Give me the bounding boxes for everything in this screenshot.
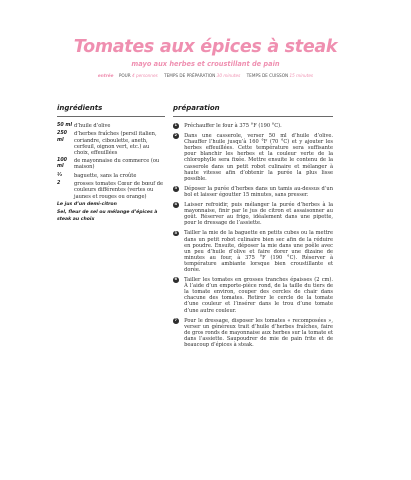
servings-value: 4 personnes [131,73,158,78]
step-number-badge: 4 [174,202,178,207]
step-number-badge: 2 [174,133,178,138]
step-number-badge: 1 [174,123,178,128]
step-text: Laisser refroidir, puis mélanger la purée d’herbes à la mayonnaise, finir par le jus de citron et assaisonner au goût. Réserver au frigo, idéalement dans une pipette, pour le dressage de l’assiette. [184,202,333,227]
recipe-title: Tomates aux épices à steak [73,37,338,57]
ingredient-note: Le jus d’un demi-citron [57,201,117,207]
ingredient-quantity: 250 ml [57,131,68,143]
preparation-step [173,133,333,182]
cook-time-label: TEMPS DE CUISSON [246,73,289,78]
ingredient-text: d’huile d’olive [74,123,111,129]
ingredient-note: Sel, fleur de sel ou mélange d’épices à steak au choix [57,210,158,222]
preparation-step [173,230,333,273]
preparation-step [173,318,333,348]
cook-time-value: 15 minutes [289,73,314,78]
ingredient-item [57,123,165,129]
recipe-category: entrée [97,73,114,78]
recipe-meta [0,73,411,78]
preparation-step [173,202,333,226]
ingredient-quantity: 2 [57,181,61,187]
preparation-step [173,277,333,314]
preparation-step [173,123,333,129]
prep-time-value: 30 minutes [216,73,241,78]
step-number-badge: 6 [174,277,178,282]
ingredient-text: grosses tomates Cœur de bœuf de couleurs différentes (vertes ou jaunes et rouges ou orange) [74,181,164,200]
ingredient-quantity: ½ [57,172,62,178]
ingredient-quantity: 50 ml [57,123,72,128]
ingredient-item [57,173,165,179]
servings-label: POUR [118,73,131,78]
ingredients-divider [57,116,165,117]
preparation-step [173,186,333,198]
recipe-subtitle: mayo aux herbes et croustillant de pain [131,60,280,68]
ingredients-heading: ingrédients [57,104,103,112]
ingredient-text: baguette, sans la croûte [74,172,137,179]
ingredient-item [57,131,165,155]
preparation-steps [173,123,333,352]
step-text: Dans une casserole, verser 50 ml d’huile d’olive. Chauffer l’huile jusqu’à 160 °F (70 °C) et y ajouter les herbes effeuillées. Cette température sera suffisante pour blanchir les herbes et la couleur verte de la chlorophylle sera fixée. Mettre ensuite le contenu de la casserole dans un petit robot culinaire et mélanger à haute vitesse afin d’obtenir la purée la plus lisse possible. [184,133,333,182]
ingredient-item [57,158,165,170]
step-text: Tailler les tomates en grosses tranches épaisses (2 cm). À l’aide d’un emporte-pièce rond, de la taille du tiers de la tomate environ, couper des cercles de chair dans chacune des tomates. Retirer le cercle de la tomate d’une couleur et l’insérer dans le trou d’une tomate d’une autre couleur. [184,277,333,314]
ingredients-list [57,123,165,225]
ingredient-item [57,181,165,199]
step-text: Pour le dressage, disposer les tomates « recomposées », verser un généreux trait d’huile d’herbes fraîches, faire de gros ronds de mayonnaise aux herbes sur la tomate et dans l’assiette. Saupoudrer de mie de pain frite et de beaucoup d’épices à steak. [184,317,333,348]
prep-time-label: TEMPS DE PRÉPARATION [164,73,216,78]
step-number-badge: 5 [174,230,178,235]
step-text: Préchauffer le four à 375 °F (190 °C). [184,123,282,129]
step-number-badge: 3 [174,186,178,191]
preparation-heading: préparation [173,104,220,112]
step-number-badge: 7 [174,317,178,322]
step-text: Tailler la mie de la baguette en petits cubes ou la mettre dans un petit robot culinaire bien sec afin de la réduire en poudre. Ensuite, déposer la mie dans une poêle avec un peu d’huile d’olive et faire dorer une dizaine de minutes au four, à 375 °F (190 °C). Réserver à température ambiante lorsque bien croustillante et dorée. [184,230,333,273]
ingredient-text: d’herbes fraîches (persil italien, coriandre, ciboulette, aneth, cerfeuil, oignon vert, etc.) au choix, effeuillées [74,131,157,156]
step-text: Déposer la purée d’herbes dans un tamis au-dessus d’un bol et laisser égoutter 15 minutes, sans presser. [184,185,333,198]
preparation-divider [173,116,333,117]
ingredient-text: de mayonnaise du commerce (ou maison) [74,158,160,171]
ingredient-quantity: 100 ml [57,158,68,170]
